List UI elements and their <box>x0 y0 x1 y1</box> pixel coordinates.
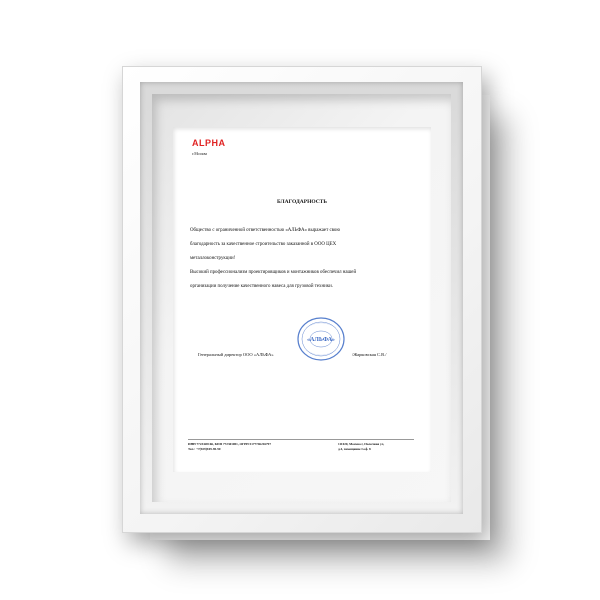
footer-line: ИНН 7723420166, КПП 772301001, ОГРН 5177746216797 <box>188 442 271 446</box>
letterhead-city: г.Москва <box>192 151 208 156</box>
footer-line: 111020, Москва г, Палочная ул, <box>338 442 385 446</box>
letter-paper <box>173 127 431 472</box>
body-line: металлоконструкции! <box>190 256 236 261</box>
body-line: Высокий профессионализм проектировщиков и монтажников обеспечил нашей <box>190 270 357 275</box>
body-line: Общество с ограниченной ответственностью «АЛЬФА» выражает свою <box>190 228 341 233</box>
letter-body <box>190 224 416 294</box>
company-stamp <box>296 316 346 362</box>
footer-line: Тел.: +7(929)949-90-90 <box>188 447 221 451</box>
alpha-logo: ALPHA <box>192 138 226 148</box>
signatory-name: /Жарковская С.В./ <box>352 352 387 357</box>
body-line: благодарность за качественное строительство заказанной в ООО ЦЕХ <box>190 242 337 247</box>
footer-address <box>338 442 418 452</box>
footer-requisites <box>188 442 318 452</box>
letter-title: БЛАГОДАРНОСТЬ <box>277 199 327 205</box>
stamp-text: «АЛЬФА» <box>307 337 335 343</box>
signatory-position: Генеральный директор ООО «АЛЬФА» <box>198 352 274 357</box>
body-line: организации получение качественного навеса для грузовой техники. <box>190 284 333 289</box>
footer-divider <box>188 439 414 440</box>
footer-line: д.4, помещение I оф. 8 <box>338 447 371 451</box>
